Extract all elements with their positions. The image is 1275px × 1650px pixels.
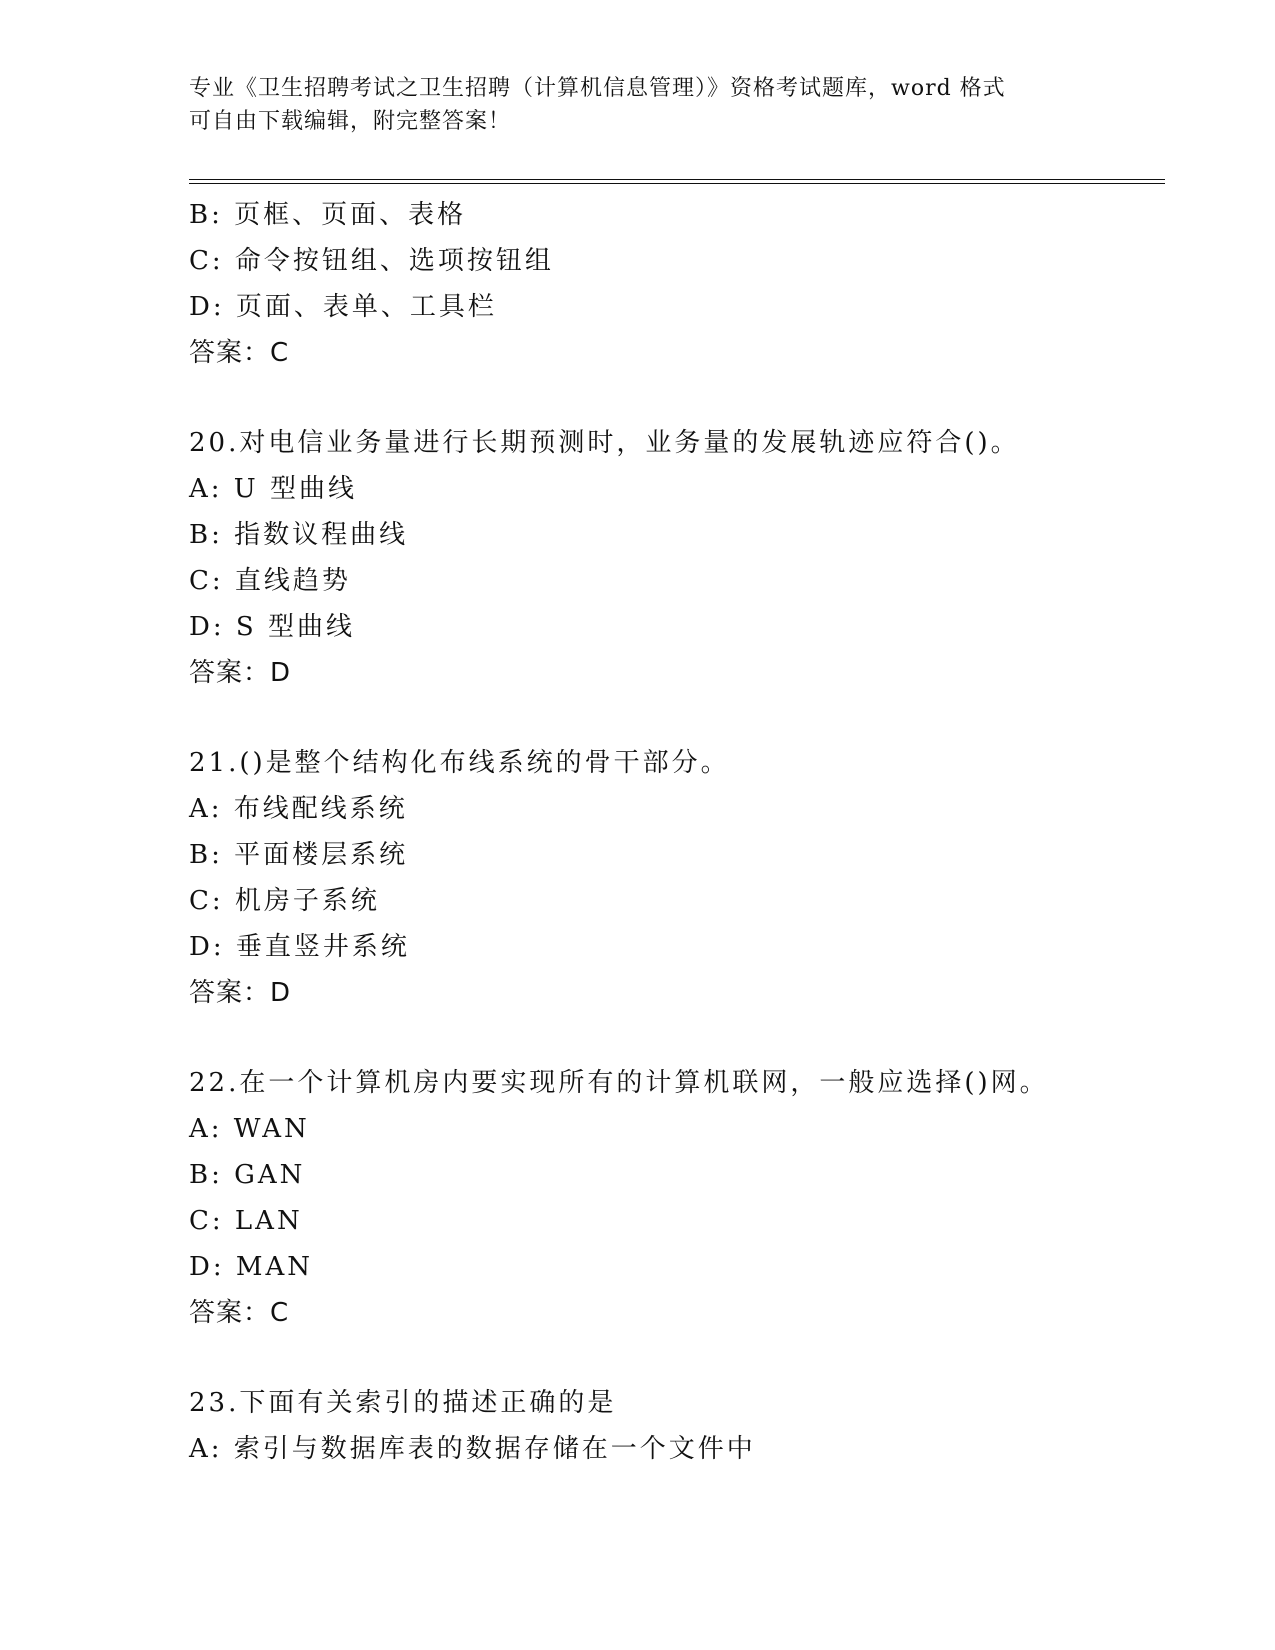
question-21 <box>189 740 1165 1016</box>
question-19-continued <box>189 192 1165 376</box>
question-stem: 21.()是整个结构化布线系统的骨干部分。 <box>189 748 730 778</box>
option-d: D: 垂直竖井系统 <box>189 932 410 962</box>
option-a: A: 布线配线系统 <box>189 794 408 824</box>
option-a: A: U 型曲线 <box>189 474 357 504</box>
option-a: A: 索引与数据库表的数据存储在一个文件中 <box>189 1434 756 1464</box>
option-c: C: LAN <box>189 1206 303 1236</box>
option-b: B: 指数议程曲线 <box>189 520 409 550</box>
question-20 <box>189 420 1165 696</box>
answer-text: 答案：D <box>189 658 292 688</box>
option-c: C: 命令按钮组、选项按钮组 <box>189 246 554 276</box>
question-list <box>189 192 1165 1472</box>
header-divider-bottom <box>189 183 1165 184</box>
option-b: B: 平面楼层系统 <box>189 840 409 870</box>
header-divider-top <box>189 179 1165 180</box>
question-22 <box>189 1060 1165 1336</box>
question-stem: 23.下面有关索引的描述正确的是 <box>189 1388 617 1418</box>
option-b: B: 页框、页面、表格 <box>189 200 467 230</box>
question-23 <box>189 1380 1165 1472</box>
question-stem: 20.对电信业务量进行长期预测时，业务量的发展轨迹应符合()。 <box>189 428 1020 458</box>
answer-text: 答案：D <box>189 978 292 1008</box>
question-stem: 22.在一个计算机房内要实现所有的计算机联网，一般应选择()网。 <box>189 1068 1049 1098</box>
answer-text: 答案：C <box>189 338 290 368</box>
document-header <box>189 72 1109 138</box>
option-a: A: WAN <box>189 1114 310 1144</box>
option-d: D: MAN <box>189 1252 314 1282</box>
option-c: C: 直线趋势 <box>189 566 351 596</box>
option-b: B: GAN <box>189 1160 306 1190</box>
option-d: D: 页面、表单、工具栏 <box>189 292 497 322</box>
option-c: C: 机房子系统 <box>189 886 380 916</box>
header-line-1: 专业《卫生招聘考试之卫生招聘（计算机信息管理）》资格考试题库，word 格式 <box>189 76 1006 101</box>
option-d: D: S 型曲线 <box>189 612 355 642</box>
answer-text: 答案：C <box>189 1298 290 1328</box>
header-line-2: 可自由下载编辑，附完整答案！ <box>189 109 512 134</box>
